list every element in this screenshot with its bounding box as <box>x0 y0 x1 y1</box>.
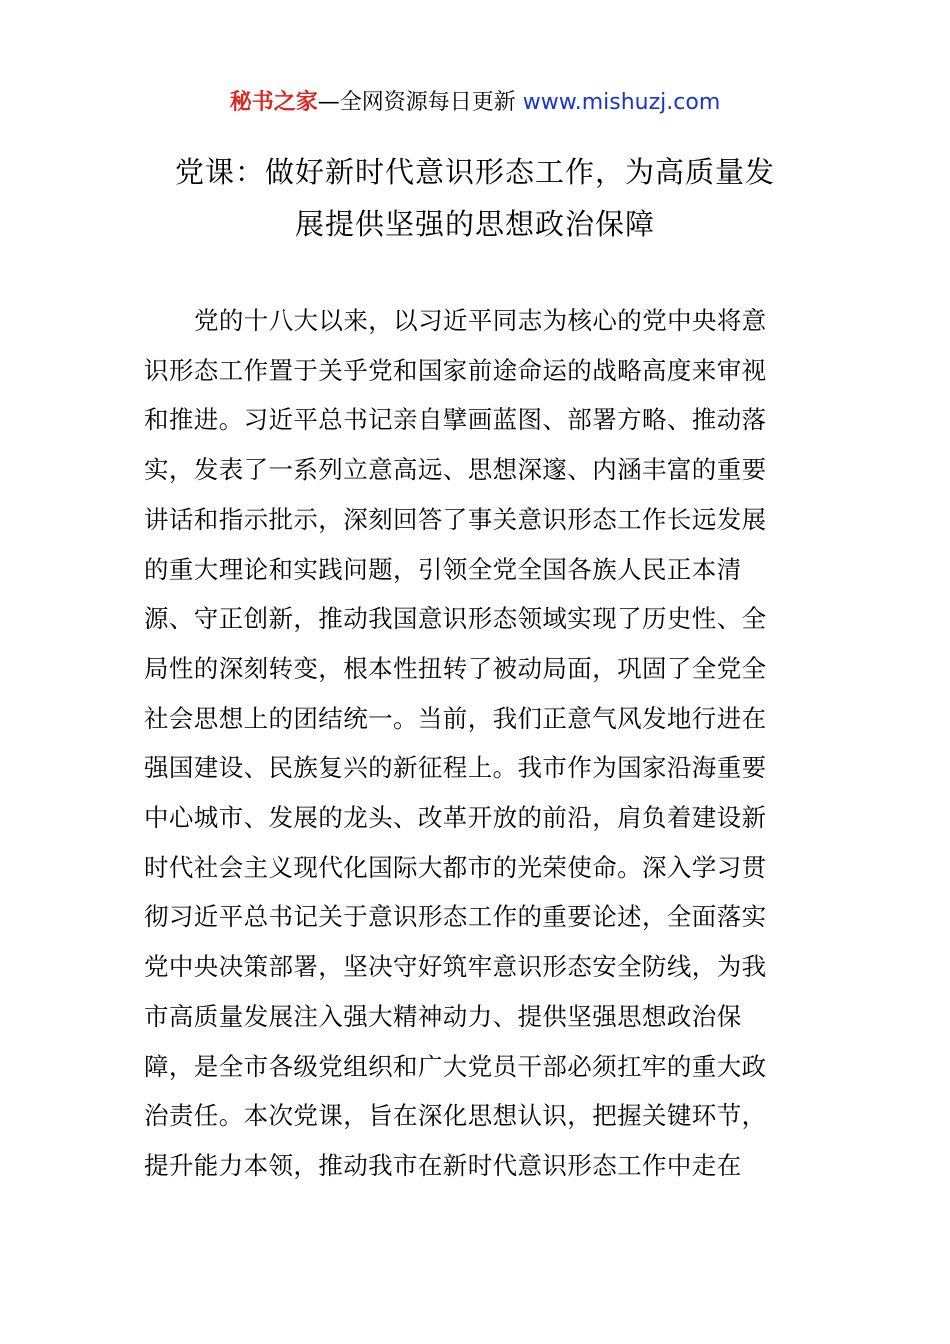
brand-name: 秘书之家 <box>229 90 318 115</box>
site-url-link[interactable]: www.mishuzj.com <box>522 90 721 115</box>
document-title <box>140 146 810 250</box>
paragraph-line: 时代社会主义现代化国际大都市的光荣使命。深入学习贯 <box>144 852 767 882</box>
paragraph-line: 障，是全市各级党组织和广大党员干部必须扛牢的重大政 <box>144 1051 767 1081</box>
body-paragraph <box>144 296 812 1191</box>
paragraph-line: 党中央决策部署，坚决守好筑牢意识形态安全防线，为我 <box>144 952 767 982</box>
title-line: 党课：做好新时代意识形态工作，为高质量发 <box>174 155 775 189</box>
paragraph-line: 提升能力本领，推动我市在新时代意识形态工作中走在 <box>144 1150 742 1180</box>
paragraph-line: 局性的深刻转变，根本性扭转了被动局面，巩固了全党全 <box>144 653 767 683</box>
paragraph-line: 实，发表了一系列立意高远、思想深邃、内涵丰富的重要 <box>144 455 767 485</box>
paragraph-line: 彻习近平总书记关于意识形态工作的重要论述，全面落实 <box>144 902 767 932</box>
paragraph-line: 和推进。习近平总书记亲自擘画蓝图、部署方略、推动落 <box>144 405 767 435</box>
paragraph-line: 源、守正创新，推动我国意识形态领域实现了历史性、全 <box>144 604 767 634</box>
title-line: 展提供坚强的思想政治保障 <box>294 207 655 241</box>
paragraph-line: 中心城市、发展的龙头、改革开放的前沿，肩负着建设新 <box>144 803 767 833</box>
paragraph-line: 的重大理论和实践问题，引领全党全国各族人民正本清 <box>144 554 742 584</box>
paragraph-line: 治责任。本次党课，旨在深化思想认识，把握关键环节， <box>144 1101 767 1131</box>
site-header <box>0 88 950 118</box>
paragraph-line: 党的十八大以来，以习近平同志为核心的党中央将意 <box>194 306 767 335</box>
paragraph-line: 讲话和指示批示，深刻回答了事关意识形态工作长远发展 <box>144 504 767 534</box>
paragraph-line: 社会思想上的团结统一。当前，我们正意气风发地行进在 <box>144 703 767 733</box>
paragraph-line: 识形态工作置于关乎党和国家前途命运的战略高度来审视 <box>144 355 767 385</box>
paragraph-line: 强国建设、民族复兴的新征程上。我市作为国家沿海重要 <box>144 753 767 783</box>
header-tagline: —全网资源每日更新 <box>317 90 516 115</box>
paragraph-line: 市高质量发展注入强大精神动力、提供坚强思想政治保 <box>144 1001 742 1031</box>
